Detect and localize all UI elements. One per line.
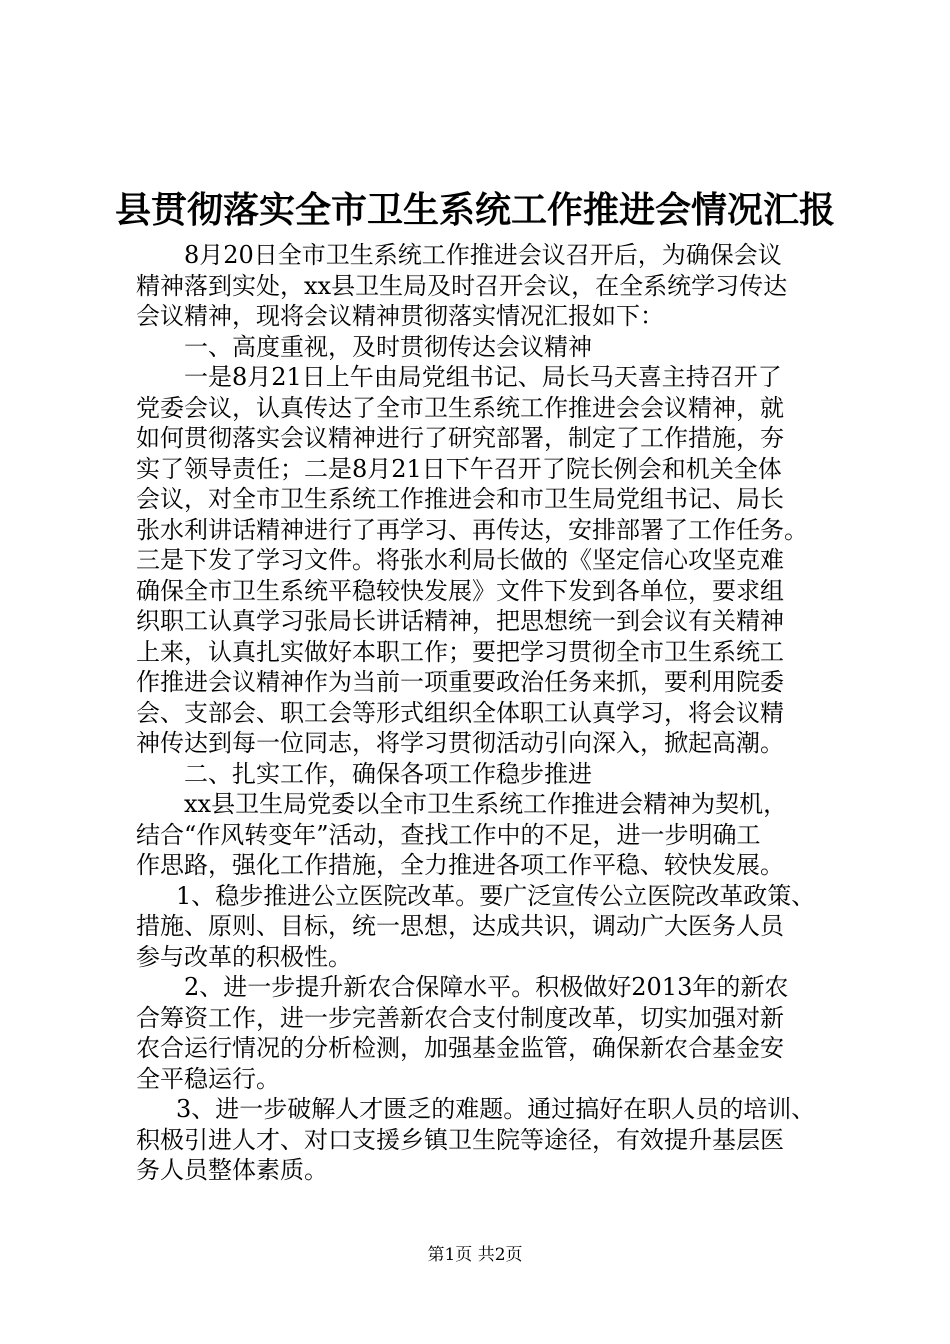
- text-line: 张水利讲话精神进行了再学习、再传达，安排部署了工作任务。: [136, 515, 808, 544]
- text-line: 会、支部会、职工会等形式组织全体职工认真学习，将会议精: [136, 698, 784, 727]
- text-line: 实了领导责任；二是8月21日下午召开了院长例会和机关全体: [136, 454, 782, 483]
- page-footer: 第1页 共2页: [427, 1245, 523, 1265]
- text-line: 会议，对全市卫生系统工作推进会和市卫生局党组书记、局长: [136, 485, 784, 513]
- text-line: 1、稳步推进公立医院改革。要广泛宣传公立医院改革政策、: [176, 881, 816, 910]
- text-line: 精神落到实处，xx县卫生局及时召开会议，在全系统学习传达: [136, 271, 788, 300]
- text-line: 一是8月21日上午由局党组书记、局长马天喜主持召开了: [184, 363, 782, 391]
- text-line: 全平稳运行。: [136, 1064, 280, 1093]
- text-line: 上来，认真扎实做好本职工作；要把学习贯彻全市卫生系统工: [136, 637, 784, 666]
- document-title: 县贯彻落实全市卫生系统工作推进会情况汇报: [114, 189, 835, 231]
- text-line: 确保全市卫生系统平稳较快发展》文件下发到各单位，要求组: [136, 576, 784, 605]
- text-line: 务人员整体素质。: [136, 1156, 328, 1184]
- text-line: 合筹资工作，进一步完善新农合支付制度改革，切实加强对新: [136, 1003, 784, 1032]
- text-line: xx县卫生局党委以全市卫生系统工作推进会精神为契机，: [184, 790, 788, 818]
- text-line: 一、高度重视，及时贯彻传达会议精神: [184, 332, 592, 361]
- text-line: 织职工认真学习张局长讲话精神，把思想统一到会议有关精神: [136, 607, 784, 635]
- text-line: 作思路，强化工作措施，全力推进各项工作平稳、较快发展。: [136, 851, 784, 879]
- text-line: 结合“作风转变年”活动，查找工作中的不足，进一步明确工: [136, 820, 761, 849]
- text-line: 农合运行情况的分析检测，加强基金监管，确保新农合基金安: [136, 1034, 784, 1062]
- text-line: 如何贯彻落实会议精神进行了研究部署，制定了工作措施，夯: [136, 424, 784, 452]
- text-line: 措施、原则、目标，统一思想，达成共识，调动广大医务人员: [136, 912, 784, 940]
- text-line: 作推进会议精神作为当前一项重要政治任务来抓，要利用院委: [136, 668, 784, 696]
- text-line: 3、进一步破解人才匮乏的难题。通过搞好在职人员的培训、: [176, 1095, 816, 1123]
- text-line: 2、进一步提升新农合保障水平。积极做好2013年的新农: [184, 973, 789, 1001]
- document-body: [136, 240, 836, 1186]
- text-line: 会议精神，现将会议精神贯彻落实情况汇报如下：: [136, 302, 664, 330]
- text-line: 神传达到每一位同志，将学习贯彻活动引向深入，掀起高潮。: [136, 729, 784, 757]
- text-line: 积极引进人才、对口支援乡镇卫生院等途径，有效提升基层医: [136, 1125, 784, 1154]
- text-line: 参与改革的积极性。: [136, 942, 352, 971]
- text-line: 党委会议，认真传达了全市卫生系统工作推进会会议精神，就: [136, 393, 784, 422]
- text-line: 三是下发了学习文件。将张水利局长做的《坚定信心攻坚克难: [136, 546, 784, 574]
- text-line: 二、扎实工作，确保各项工作稳步推进: [184, 759, 592, 788]
- text-line: 8月20日全市卫生系统工作推进会议召开后，为确保会议: [184, 241, 782, 269]
